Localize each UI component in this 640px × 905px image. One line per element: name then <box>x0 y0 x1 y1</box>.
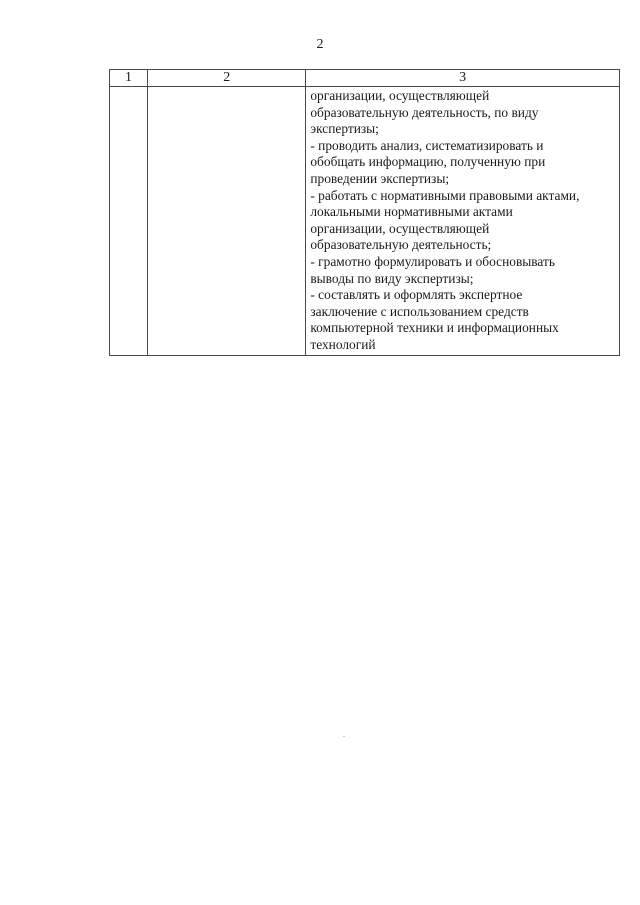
text-line: - составлять и оформлять экспертное <box>310 287 523 303</box>
text-line: выводы по виду экспертизы; <box>310 270 474 286</box>
table-header-row <box>110 70 620 87</box>
text-line: экспертизы; <box>310 121 379 137</box>
column-header-3: 3 <box>306 70 620 87</box>
text-line: - работать с нормативными правовыми актами, <box>310 187 580 203</box>
cell-text-block <box>306 87 619 355</box>
text-line: компьютерной техники и информационных <box>310 320 559 336</box>
table-cell-col1 <box>110 87 148 356</box>
page-number: 2 <box>316 37 324 52</box>
text-line: локальными нормативными актами <box>310 204 513 220</box>
table-cell-col3 <box>306 87 620 356</box>
text-line: организации, осуществляющей <box>310 88 490 103</box>
text-line: проведении экспертизы; <box>310 170 450 186</box>
text-line: - проводить анализ, систематизировать и <box>310 137 544 153</box>
text-line: обобщать информацию, полученную при <box>310 154 546 170</box>
text-line: образовательную деятельность, по виду <box>310 104 539 120</box>
table-row <box>110 87 620 356</box>
scan-speck <box>343 736 345 737</box>
table-cell-col2 <box>148 87 306 356</box>
text-line: - грамотно формулировать и обосновывать <box>310 253 555 269</box>
column-header-2: 2 <box>148 70 306 87</box>
text-line: технологий <box>310 336 376 352</box>
column-header-1: 1 <box>110 70 148 87</box>
document-table <box>109 69 620 356</box>
text-line: организации, осуществляющей <box>310 220 490 236</box>
text-line: образовательную деятельность; <box>310 237 492 253</box>
text-line: заключение с использованием средств <box>310 303 529 319</box>
